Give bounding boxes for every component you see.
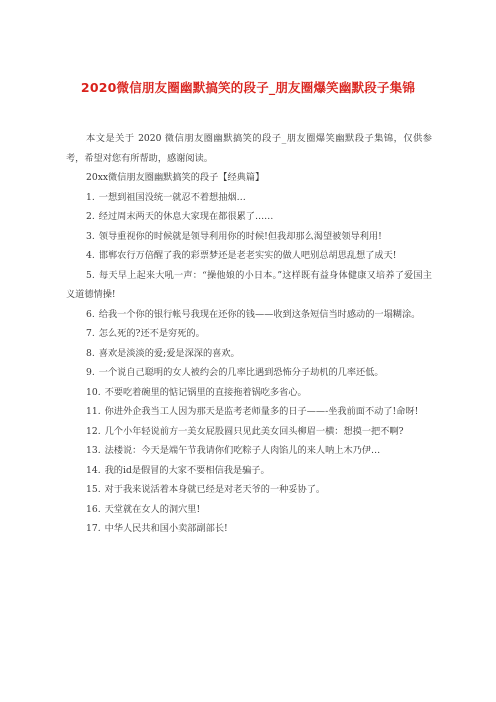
list-item (66, 324, 432, 344)
list-item-number: 2. (86, 211, 95, 222)
list-item-text: 天堂就在女人的洞穴里! (104, 503, 201, 515)
list-item-text: 你进外企我当工人因为那天是监考老师量多的日子——-坐我前面不动了!命呀! (104, 406, 419, 417)
list-item-text: 给我一个你的银行帐号我现在还你的钱——收到这条短信当时感动的一塌糊涂。 (98, 308, 421, 320)
document-body (66, 129, 432, 539)
list-item-number: 4. (86, 250, 95, 261)
list-item-number: 10. (86, 386, 101, 398)
list-item-text: 对于我来说活着本身就已经是对老天爷的一种妥协了。 (104, 484, 326, 495)
list-item (66, 188, 432, 208)
list-item-number: 14. (86, 464, 101, 476)
joke-list (66, 188, 432, 539)
section-heading: 20xx微信朋友圈幽默搞笑的段子【经典篇】 (86, 172, 265, 183)
list-item (66, 519, 432, 539)
list-item (66, 441, 432, 461)
intro-paragraph: 本文是关于 2020 微信朋友圈幽默搞笑的段子_朋友圈爆笑幽默段子集锦，仅供参考，希望对您有所帮助，感谢阅读。 (66, 133, 432, 164)
list-item-number: 5. (86, 269, 95, 281)
list-item-text: 一想到祖国没统一就忍不着想抽烟… (98, 191, 246, 203)
list-item-number: 6. (86, 308, 95, 320)
list-item-number: 3. (86, 230, 95, 242)
list-item (66, 422, 432, 442)
list-item (66, 402, 432, 422)
list-item-text: 领导重视你的时候就是领导利用你的时候!但我却那么渴望被领导利用! (98, 230, 382, 242)
list-item (66, 363, 432, 383)
list-item-number: 12. (86, 425, 101, 437)
list-item (66, 305, 432, 325)
document-title: 2020微信朋友圈幽默搞笑的段子_朋友圈爆笑幽默段子集锦 (80, 80, 416, 95)
list-item-number: 13. (86, 445, 101, 456)
list-item-text: 我的id是假冒的大家不要相信我是骗子。 (104, 464, 270, 476)
list-item-text: 几个小年轻说前方一美女屁股圆只见此美女回头柳眉一横：想摸一把不啊? (104, 425, 404, 437)
list-item-number: 11. (86, 406, 101, 417)
list-item-number: 16. (86, 503, 101, 515)
list-item-number: 9. (86, 367, 95, 378)
list-item (66, 500, 432, 520)
list-item-text: 中华人民共和国小卖部副部长! (104, 523, 228, 534)
list-item (66, 480, 432, 500)
list-item (66, 266, 432, 305)
list-item-text: 一个说自己聪明的女人被约会的几率比遇到恐怖分子劫机的几率还低。 (98, 367, 384, 378)
list-item-number: 17. (86, 523, 101, 534)
list-item (66, 246, 432, 266)
list-item-number: 8. (86, 347, 95, 359)
list-item-number: 15. (86, 484, 101, 495)
list-item-text: 怎么死的?还不是穷死的。 (98, 328, 205, 339)
list-item-number: 1. (86, 191, 95, 203)
list-item-text: 经过周末两天的休息大家现在都很累了…… (98, 211, 274, 222)
list-item-text: 法楼说：今天是端午节我请你们吃粽子人肉馅儿的来人呐上木乃伊… (104, 445, 381, 456)
list-item (66, 461, 432, 481)
list-item (66, 207, 432, 227)
list-item-text: 喜欢是淡淡的爱;爱是深深的喜欢。 (98, 347, 240, 359)
list-item (66, 344, 432, 364)
list-item-text: 每天早上起来大吼一声：“操他娘的小日本。”这样既有益身体健康又培养了爱国主义道德情操! (66, 269, 432, 300)
list-item-number: 7. (86, 328, 95, 339)
list-item-text: 不要吃着碗里的惦记锅里的直接拖着锅吃多省心。 (104, 386, 307, 398)
list-item (66, 383, 432, 403)
list-item-text: 邯郸农行万倍醒了我的彩票梦还是老老实实的做人吧别总胡思乱想了成天! (98, 250, 397, 261)
list-item (66, 227, 432, 247)
